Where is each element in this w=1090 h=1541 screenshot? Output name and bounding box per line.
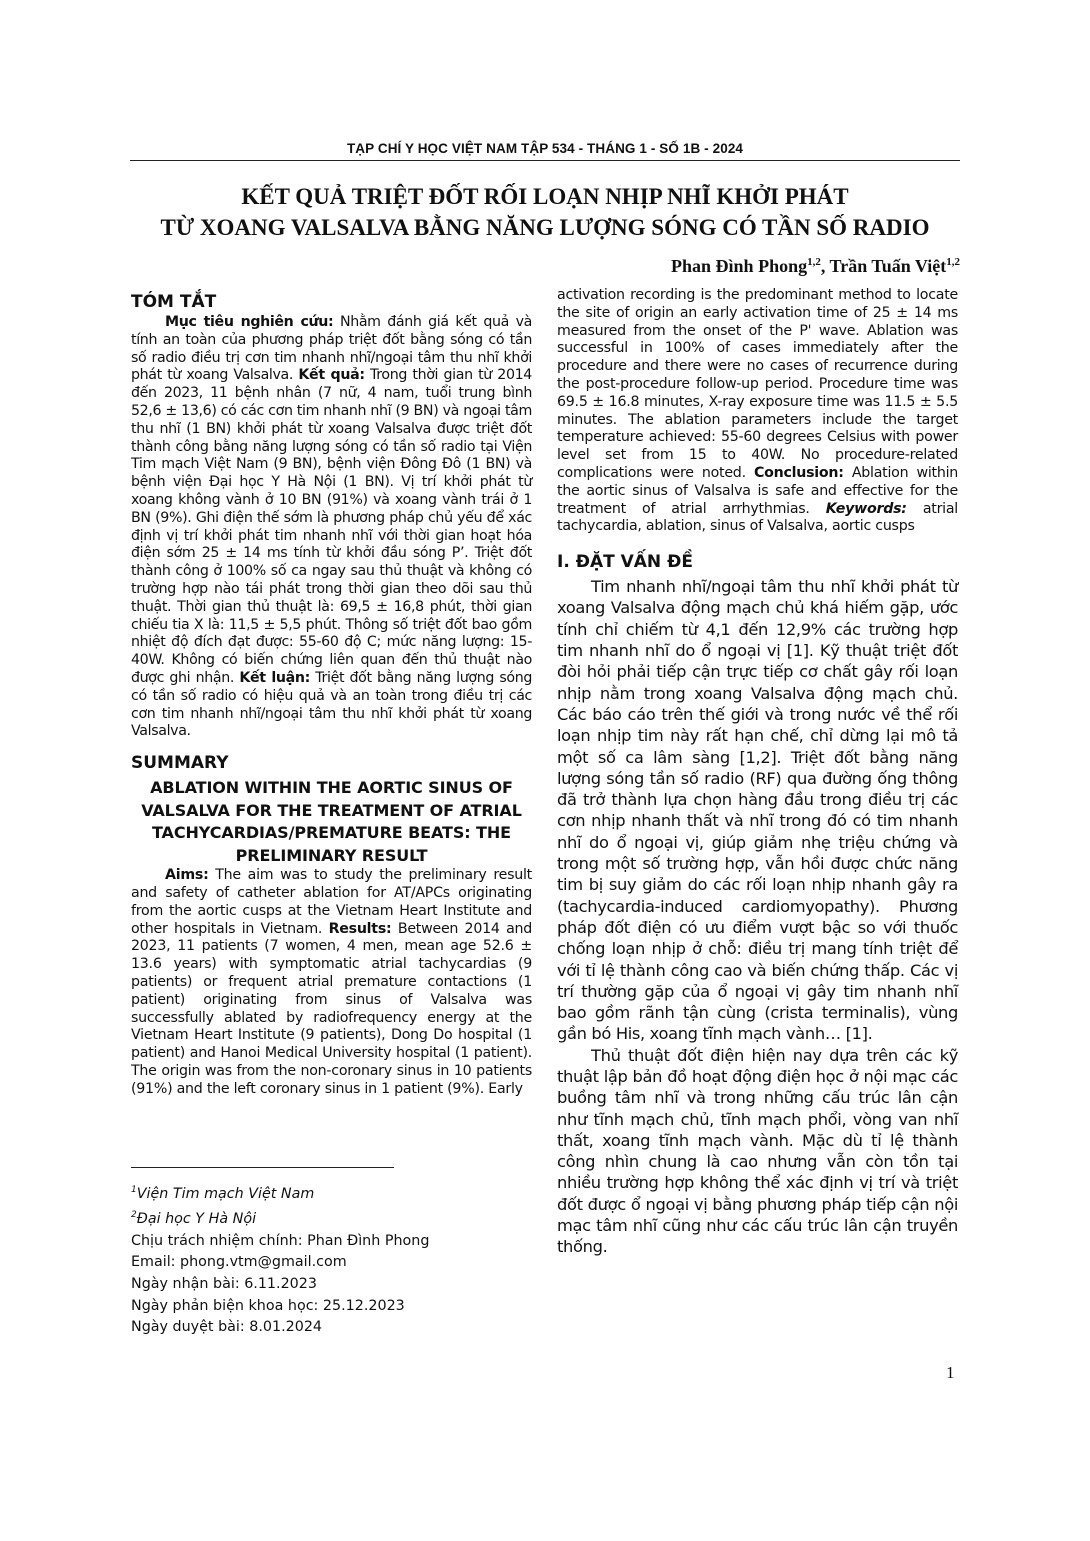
ket-qua-text: Trong thời gian từ 2014 đến 2023, 11 bệnh nhân (7 nữ, 4 nam, tuổi trung bình 52,6 ± 13,6) có các cơn tim nhanh nhĩ (9 BN) và ngoại tâm thu nhĩ (1 BN) khởi phát từ xoang Valsalva được triệt đốt thành công bằng năng lượng sóng có tần số radio tại Viện Tim mạch Việt Nam (9 BN), bệnh viện Đông Đô (1 BN) và bệnh viện Đại học Y Hà Nội (1 BN). Vị trí khởi phát từ xoang không vành ở 10 BN (91%) và xoang vành trái ở 1 BN (9%). Ghi điện thế sớm là phương pháp chủ yếu để xác định vị trí khởi phát tim nhanh nhĩ với thời gian hoạt hóa điện sớm 25 ± 14 ms tính từ khởi đầu sóng P’. Triệt đốt thành công ở 100% số ca ngay sau thủ thuật và không có trường hợp nào tái phát trong thời gian theo dõi sau thủ thuật. Thời gian thủ thuật là: 69,5 ± 16,8 phút, thời gian chiếu tia X là: 11,5 ± 5,5 phút. Thông số triệt đốt bao gồm nhiệt độ đích đạt được: 55-60 độ C; mức năng lượng: 15-40W. Không có biến chứng liên quan đến thủ thuật nào được ghi nhận. bbox=[131, 367, 532, 686]
ket-luan-label: Kết luận: bbox=[239, 669, 310, 686]
author-separator: , bbox=[820, 256, 830, 276]
muc-tieu-label: Mục tiêu nghiên cứu: bbox=[165, 314, 334, 330]
footnote-reviewed: Ngày phản biện khoa học: 25.12.2023 bbox=[131, 1297, 405, 1314]
tom-tat-heading: TÓM TẮT bbox=[131, 292, 217, 312]
summary-heading: SUMMARY bbox=[131, 753, 229, 774]
left-column bbox=[131, 290, 532, 1098]
summary-title: ABLATION WITHIN THE AORTIC SINUS OF VALSALVA FOR THE TREATMENT OF ATRIAL TACHYCARDIAS/PREMATURE BEATS: THE PRELIMINARY RESULT bbox=[141, 778, 522, 865]
author-2: Trần Tuấn Việt bbox=[829, 256, 947, 276]
conclusion-text: Ablation within the aortic sinus of Valsalva is safe and effective for the treatment of atrial arrhythmias. bbox=[557, 464, 959, 517]
muc-tieu-text: Nhằm đánh giá kết quả và tính an toàn của phương pháp triệt đốt bằng sóng có tần số radio điều trị cơn tim nhanh nhĩ/ngoại tâm thu nhĩ khởi phát từ xoang Valsalva. bbox=[131, 314, 532, 384]
keywords-label: Keywords: bbox=[825, 500, 907, 517]
author-1: Phan Đình Phong bbox=[671, 256, 808, 276]
footnote-received: Ngày nhận bài: 6.11.2023 bbox=[131, 1275, 317, 1292]
footnote-responsible: Chịu trách nhiệm chính: Phan Đình Phong bbox=[131, 1232, 430, 1249]
footnote-affiliation-2: $^2$Đại học Y Hà Nội bbox=[131, 1210, 257, 1228]
footnote-rule bbox=[131, 1167, 394, 1168]
journal-header: TẠP CHÍ Y HỌC VIỆT NAM TẬP 534 - THÁNG 1 - SỐ 1B - 2024 bbox=[346, 141, 744, 156]
authors bbox=[671, 256, 960, 277]
title-line-2: TỪ XOANG VALSALVA BẰNG NĂNG LƯỢNG SÓNG CÓ TẦN SỐ RADIO bbox=[160, 215, 930, 240]
footnote-accepted: Ngày duyệt bài: 8.01.2024 bbox=[131, 1319, 323, 1336]
article-title bbox=[130, 181, 960, 243]
summary-body-left bbox=[131, 867, 532, 1098]
aims-label: Aims: bbox=[165, 867, 209, 884]
summary-body-right bbox=[557, 287, 958, 536]
author-2-affiliation: 1,2 bbox=[946, 256, 960, 268]
footnote-affiliation-1: $^1$Viện Tim mạch Việt Nam bbox=[131, 1185, 315, 1202]
title-line-1: KẾT QUẢ TRIỆT ĐỐT RỐI LOẠN NHỊP NHĨ KHỞI PHÁT bbox=[241, 184, 849, 209]
aims-text: The aim was to study the preliminary result and safety of catheter ablation for AT/APCs originating from the aortic cusps at the Vietnam Heart Institute and other hospitals in Vietnam. bbox=[131, 867, 532, 937]
results-label: Results: bbox=[328, 920, 392, 937]
footnotes bbox=[131, 1180, 429, 1339]
author-1-affiliation: 1,2 bbox=[807, 256, 821, 268]
results-text-right: activation recording is the predominant method to locate the site of origin an early activation time of 25 ± 14 ms measured from the onset of the P' wave. Ablation was successful in 100% of cases immediately after the procedure and there were no cases of recurrence during the post-procedure follow-up period. Procedure time was 69.5 ± 16.8 minutes, X-ray exposure time was 11.5 ± 5.5 minutes. The ablation parameters include the target temperature achieved: 55-60 degrees Celsius with power level set from 15 to 40W. No procedure-related complications were noted. bbox=[557, 287, 958, 481]
right-column bbox=[557, 287, 958, 1258]
header-rule bbox=[130, 160, 960, 161]
keywords-text: atrial tachycardia, ablation, sinus of Valsalva, aortic cusps bbox=[557, 500, 958, 535]
page-number: 1 bbox=[946, 1363, 955, 1382]
intro-heading: I. ĐẶT VẤN ĐỀ bbox=[557, 552, 693, 573]
conclusion-label: Conclusion: bbox=[753, 464, 844, 481]
intro-paragraph-2: Thủ thuật đốt điện hiện nay dựa trên các kỹ thuật lập bản đồ hoạt động điện học ở nội mạc các buồng tâm nhĩ và trong những cấu trúc lân cận như tĩnh mạch chủ, tĩnh mạch phổi, vòng van nhĩ thất, xoang tĩnh mạch vành. Mặc dù tỉ lệ thành công nhìn chung là cao nhưng vẫn còn tồn tại nhiều trường hợp không thể xác định vị trí và triệt đốt được ổ ngoại vị bằng phương pháp tiếp cận nội mạc tâm nhĩ cũng như các cấu trúc lân cận truyền thống. bbox=[557, 1045, 958, 1257]
tom-tat-body bbox=[131, 314, 532, 741]
results-text-left: Between 2014 and 2023, 11 patients (7 women, 4 men, mean age 52.6 ± 13.6 years) with symptomatic atrial tachycardias (9 patients) or frequent atrial premature contactions (1 patient) originating from sinus of Valsalva was successfully ablated by radiofrequency energy at the Vietnam Heart Institute (9 patients), Dong Do hospital (1 patient) and Hanoi Medical University hospital (1 patient). The origin was from the non-coronary sinus in 10 patients (91%) and the left coronary sinus in 1 patient (9%). Early bbox=[131, 920, 533, 1097]
ket-luan-text: Triệt đốt bằng năng lượng sóng có tần số radio có hiệu quả và an toàn trong điều trị các cơn tim nhanh nhĩ/ngoại tâm thu nhĩ khởi phát từ xoang Valsalva. bbox=[131, 669, 532, 740]
intro-paragraph-1: Tim nhanh nhĩ/ngoại tâm thu nhĩ khởi phát từ xoang Valsalva động mạch chủ khá hiếm gặp, ước tính chỉ chiếm từ 4,1 đến 12,9% các trường hợp tim nhanh nhĩ do ổ ngoại vị [1]. Kỹ thuật triệt đốt đòi hỏi phải tiếp cận trực tiếp cơ chất gây rối loạn nhịp nằm trong xoang Valsalva động mạch chủ. Các báo cáo trên thế giới và trong nước về thể rối loạn nhịp tim này rất hạn chế, chỉ dừng lại mô tả một số ca lâm sàng [1,2]. Triệt đốt bằng năng lượng sóng tần số radio (RF) qua đường ống thông đã trở thành lựa chọn hàng đầu trong điều trị các cơn nhịp nhanh thất và nhĩ trong đó có tim nhanh nhĩ do ổ ngoại vị, giúp giảm nhẹ triệu chứng và trong một số trường hợp, vẫn hồi được chức năng tim bị suy giảm do các rối loạn nhịp nhanh gây ra (tachycardia-induced cardiomyopathy). Phương pháp đốt điện có ưu điểm vượt bậc so với thuốc chống loạn nhịp ở chỗ: điều trị mang tính triệt để với tỉ lệ thành công cao và biến chứng thấp. Các vị trí thường gặp của ổ ngoại vị gây tim nhanh nhĩ bao gồm rãnh tận cùng (crista terminalis), vùng gần bó His, xoang tĩnh mạch vành… [1]. bbox=[557, 577, 958, 1044]
ket-qua-label: Kết quả: bbox=[298, 367, 365, 384]
footnote-email: Email: phong.vtm@gmail.com bbox=[131, 1254, 347, 1271]
